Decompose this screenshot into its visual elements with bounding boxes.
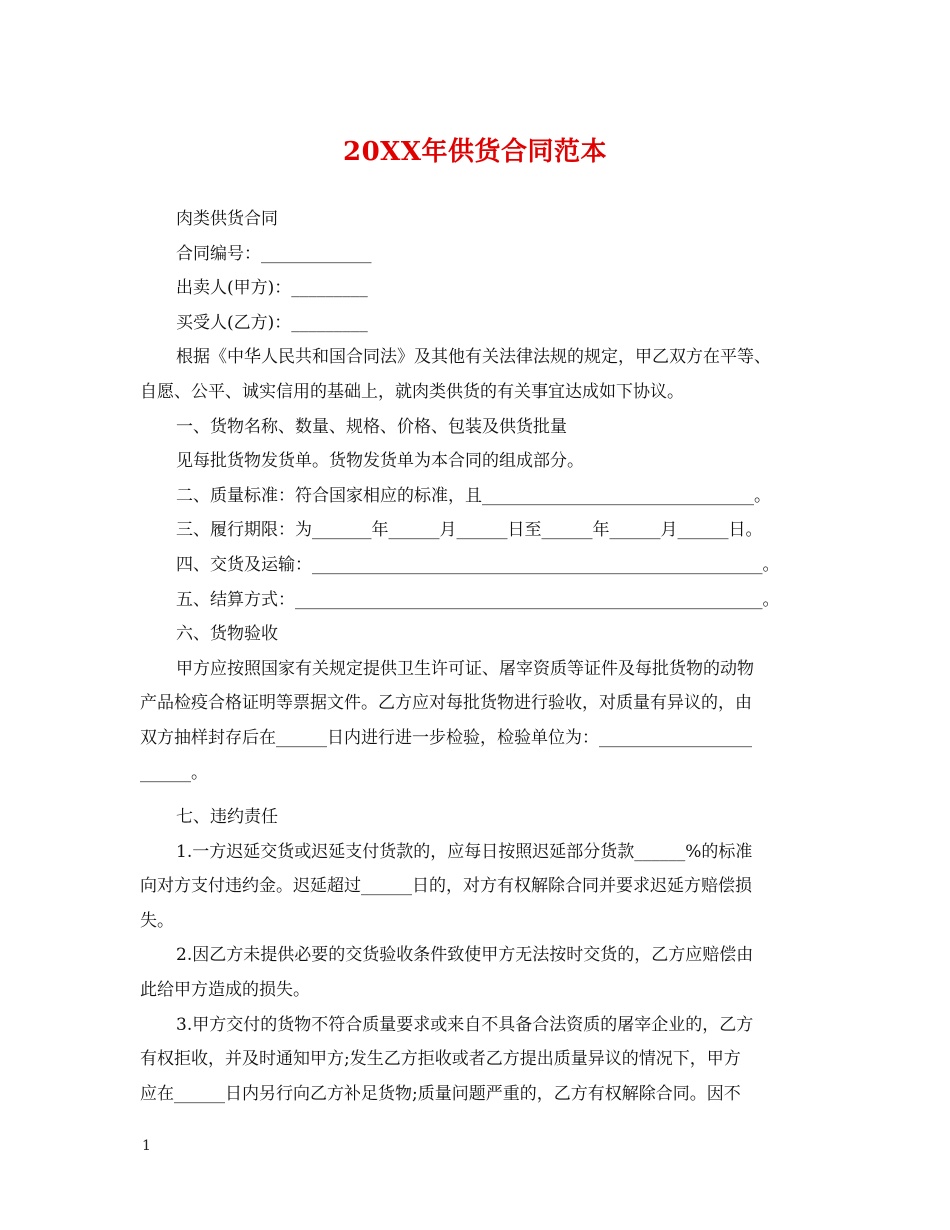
body-line: 双方抽样封存后在______日内进行进一步检验，检验单位为：__________________ (140, 727, 752, 748)
body-line: 甲方应按照国家有关规定提供卫生许可证、屠宰资质等证件及每批货物的动物 (176, 658, 754, 679)
section-heading: 六、货物验收 (176, 624, 278, 645)
section-heading: 七、违约责任 (176, 807, 278, 828)
body-line: 有权拒收，并及时通知甲方;发生乙方拒收或者乙方提出质量异议的情况下，甲方 (140, 1049, 741, 1070)
page-number: 1 (142, 1138, 151, 1154)
buyer-line: 买受人(乙方)：_________ (176, 312, 368, 333)
body-line: 应在______日内另行向乙方补足货物;质量问题严重的，乙方有权解除合同。因不 (140, 1083, 741, 1104)
preamble-line: 根据《中华人民共和国合同法》及其他有关法律法规的规定，甲乙双方在平等、 (176, 347, 771, 368)
body-line: ______。 (140, 762, 208, 783)
body-line: 此给甲方造成的损失。 (140, 980, 310, 1001)
body-line: 3.甲方交付的货物不符合质量要求或来自不具备合法资质的屠宰企业的，乙方 (176, 1014, 754, 1035)
section-heading: 二、质量标准：符合国家相应的标准，且________________________________。 (176, 485, 771, 506)
section-heading: 一、货物名称、数量、规格、价格、包装及供货批量 (176, 416, 567, 437)
document-body (140, 202, 820, 1111)
section-heading: 三、履行期限：为_______年______月______日至______年______月______日。 (176, 520, 763, 541)
document-title: 20XX年供货合同范本 (342, 137, 608, 167)
section-heading: 四、交货及运输：_____________________________________________________。 (176, 554, 780, 575)
seller-line: 出卖人(甲方)：_________ (176, 278, 368, 299)
section-heading: 五、结算方式：_______________________________________________________。 (176, 589, 780, 610)
contract-number-line: 合同编号：_____________ (176, 243, 372, 264)
body-line: 产品检疫合格证明等票据文件。乙方应对每批货物进行验收，对质量有异议的，由 (140, 693, 752, 714)
body-line: 1.一方迟延交货或迟延支付货款的，应每日按照迟延部分货款______%的标准 (176, 841, 753, 862)
body-line: 向对方支付违约金。迟延超过______日的，对方有权解除合同并要求迟延方赔偿损 (140, 876, 752, 897)
preamble-line: 自愿、公平、诚实信用的基础上，就肉类供货的有关事宜达成如下协议。 (140, 381, 684, 402)
body-line: 失。 (140, 910, 174, 931)
body-line: 2.因乙方未提供必要的交货验收条件致使甲方无法按时交货的，乙方应赔偿由 (176, 945, 754, 966)
body-line: 见每批货物发货单。货物发货单为本合同的组成部分。 (176, 451, 584, 472)
contract-heading: 肉类供货合同 (176, 209, 278, 229)
